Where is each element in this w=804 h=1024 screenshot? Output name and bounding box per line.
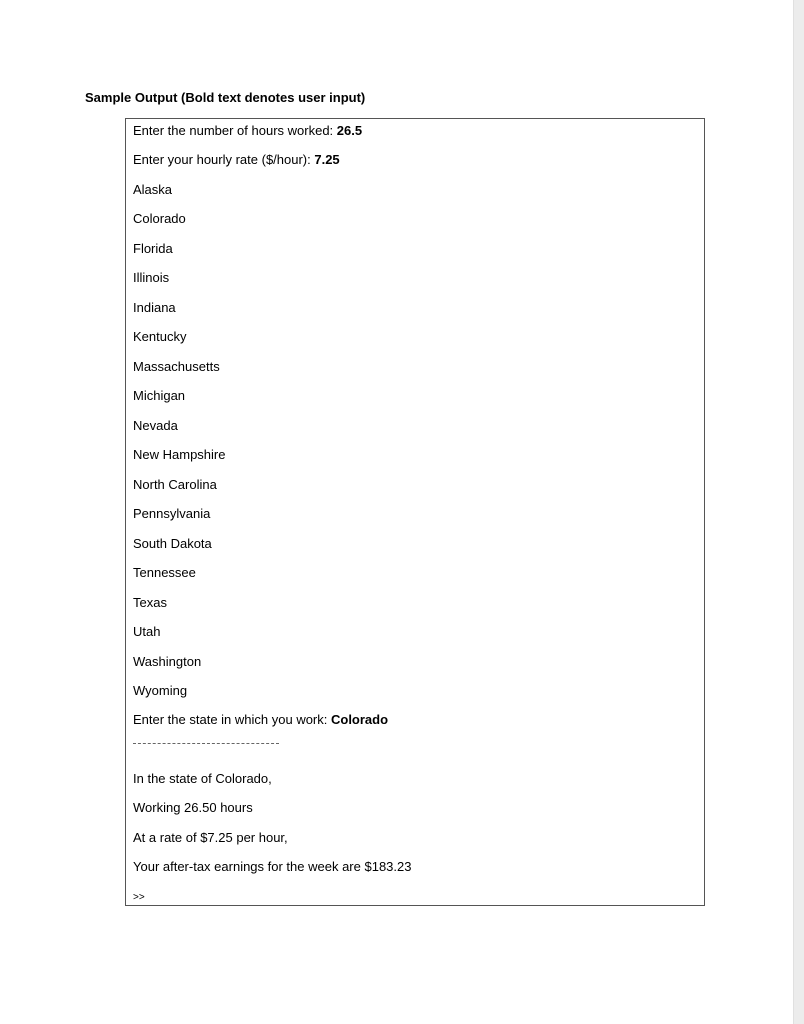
page-scroll-edge [793,0,804,1024]
state-list-item: Kentucky [133,329,187,344]
hours-user-input: 26.5 [336,123,363,138]
dashed-separator [133,743,279,744]
rate-prompt-line [133,152,340,168]
state-list-item: South Dakota [133,536,212,551]
state-list-item: Texas [133,595,167,610]
result-rate-line: At a rate of $7.25 per hour, [133,830,288,845]
state-list-item: Washington [133,654,202,669]
result-hours-line: Working 26.50 hours [133,800,253,815]
state-list-item: Tennessee [133,565,196,580]
sample-output-heading: Sample Output (Bold text denotes user input) [85,90,366,105]
state-list-item: Wyoming [133,683,188,698]
state-list-item: Florida [133,241,173,256]
state-list-item: Pennsylvania [133,506,211,521]
state-user-input: Colorado [330,712,389,727]
state-list-item: Alaska [133,182,173,197]
hours-prompt-line [133,123,362,139]
shell-prompt: >> [133,892,145,903]
console-output-box [125,118,705,906]
rate-prompt-label: Enter your hourly rate ($/hour): [133,152,315,167]
state-list-item: Utah [133,624,161,639]
state-list-item: New Hampshire [133,447,226,462]
state-prompt-line [133,712,388,728]
state-list-item: Indiana [133,300,176,315]
state-list-item: Nevada [133,418,178,433]
result-state-line: In the state of Colorado, [133,771,272,786]
state-prompt-label: Enter the state in which you work: [133,712,331,727]
state-list-item: Colorado [133,211,186,226]
hours-prompt-label: Enter the number of hours worked: [133,123,337,138]
state-list-item: Michigan [133,388,186,403]
rate-user-input: 7.25 [314,152,340,167]
state-list-item: Massachusetts [133,359,220,374]
state-list-item: Illinois [133,270,170,285]
state-list-item: North Carolina [133,477,217,492]
result-earnings-line: Your after-tax earnings for the week are $183.23 [133,859,412,874]
